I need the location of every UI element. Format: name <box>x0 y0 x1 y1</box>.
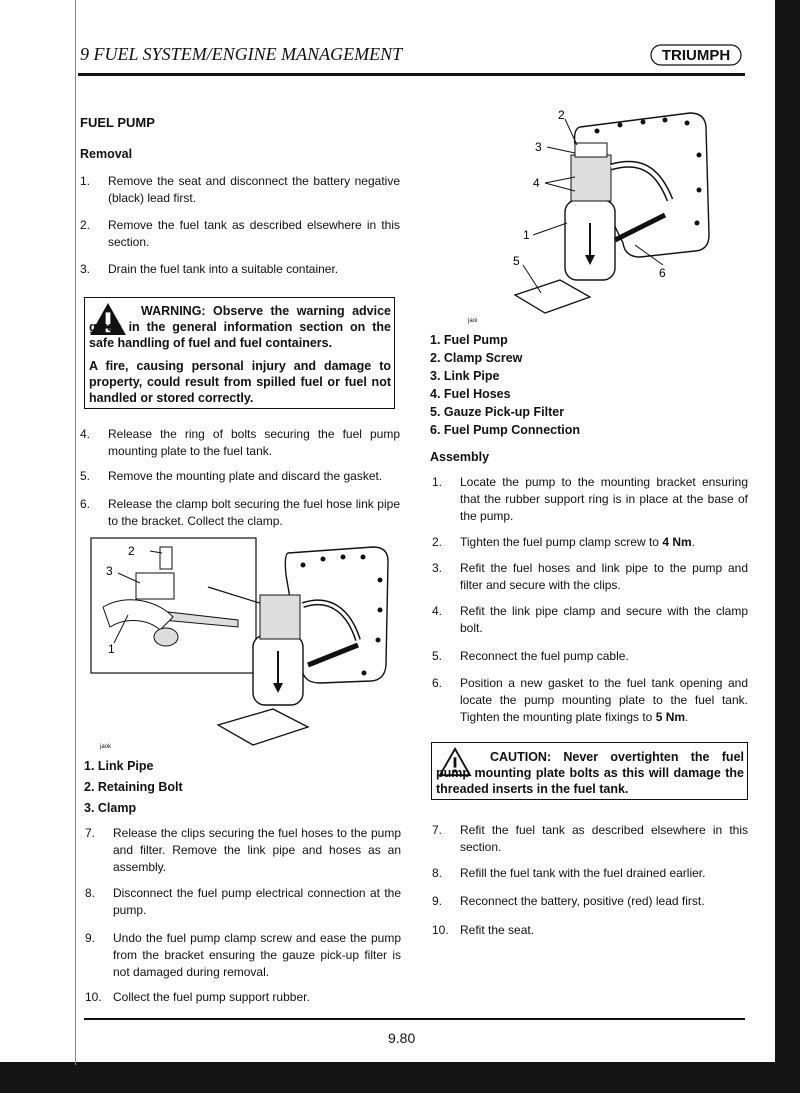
fig2-callout-5: 5 <box>513 254 520 268</box>
section-title: FUEL PUMP <box>80 115 155 130</box>
removal-heading: Removal <box>80 147 133 161</box>
assembly-step-2: 2. Tighten the fuel pump clamp screw to 4 Nm. <box>432 535 696 549</box>
figure-link-pipe-diagram <box>88 535 408 750</box>
warning-text-2: A fire, causing personal injury and damage to property, could result from spilled fuel or fuel not handled or stored correctly. <box>89 359 391 405</box>
torque-value-5nm: 5 Nm <box>655 710 686 724</box>
warning-text-1: WARNING: Observe the warning advice given in the general information section on the safe handling of fuel and fuel containers. <box>89 304 391 350</box>
removal-step-3: 3. Drain the fuel tank into a suitable container. <box>80 262 339 276</box>
assembly-step-1: 1. Locate the pump to the mounting bracket ensuring that the rubber support ring is in place at the base of the pump. <box>432 475 748 523</box>
fig1-legend-item: 3. Clamp <box>84 801 137 815</box>
fig1-callout-3: 3 <box>106 564 113 578</box>
fig1-legend-item: 1. Link Pipe <box>84 759 154 773</box>
assembly-step-7: 7. Refit the fuel tank as described elsewhere in this section. <box>432 823 748 854</box>
caution-text: CAUTION: Never overtighten the fuel pump mounting plate bolts as this will damage the threaded inserts in the fuel tank. <box>436 750 744 796</box>
fig2-legend-item: 1. Fuel Pump <box>430 333 508 347</box>
footer-rule <box>84 1018 745 1020</box>
fig2-callout-1: 1 <box>523 228 530 242</box>
removal-step-10: 10. Collect the fuel pump support rubber. <box>85 990 310 1004</box>
assembly-step-3: 3. Refit the fuel hoses and link pipe to the pump and filter and secure with the clips. <box>432 561 748 592</box>
fig2-callout-4: 4 <box>533 176 540 190</box>
header-rule <box>78 73 745 76</box>
fig1-legend <box>84 757 183 820</box>
assembly-step-9: 9. Reconnect the battery, positive (red) lead first. <box>432 894 705 908</box>
fig2-callout-2: 2 <box>558 108 565 122</box>
assembly-step-6-text: Position a new gasket to the fuel tank opening and locate the pump mounting plate to the fuel tank. Tighten the mounting plate fixings to <box>460 676 748 724</box>
triumph-logo <box>650 44 742 66</box>
assembly-step-6: 6. Position a new gasket to the fuel tank opening and locate the pump mounting plate to the fuel tank. Tighten the mounting plate fixings to 5 Nm. <box>432 676 748 724</box>
page-edge-shadow-bottom <box>0 1062 800 1093</box>
caution-box <box>431 742 748 800</box>
fig1-callout-1: 1 <box>108 642 115 656</box>
fig2-legend <box>430 331 580 439</box>
fig2-code: jaoi <box>468 318 478 324</box>
assembly-step-2-text: Tighten the fuel pump clamp screw to <box>460 535 663 549</box>
assembly-step-5: 5. Reconnect the fuel pump cable. <box>432 649 629 663</box>
assembly-step-4: 4. Refit the link pipe clamp and secure with the clamp bolt. <box>432 604 748 635</box>
fig2-legend-item: 5. Gauze Pick-up Filter <box>430 405 565 419</box>
chapter-title: 9 FUEL SYSTEM/ENGINE MANAGEMENT <box>80 44 403 64</box>
fig2-legend-item: 6. Fuel Pump Connection <box>430 423 581 437</box>
svg-text:TRIUMPH: TRIUMPH <box>661 47 731 64</box>
assembly-step-8: 8. Refill the fuel tank with the fuel drained earlier. <box>432 866 706 880</box>
torque-value-4nm: 4 Nm <box>662 535 692 549</box>
warning-box <box>84 297 395 409</box>
fig1-callout-2: 2 <box>128 544 135 558</box>
removal-step-8: 8. Disconnect the fuel pump electrical connection at the pump. <box>85 886 401 917</box>
removal-step-9: 9. Undo the fuel pump clamp screw and ease the pump from the bracket ensuring the gauze pick-up filter is not damaged during removal. <box>85 931 401 979</box>
fig2-legend-item: 3. Link Pipe <box>430 369 500 383</box>
fig2-callout-3: 3 <box>535 140 542 154</box>
removal-step-4: 4. Release the ring of bolts securing the fuel pump mounting plate to the fuel tank. <box>80 427 400 458</box>
removal-step-1: 1. Remove the seat and disconnect the battery negative (black) lead first. <box>80 174 400 205</box>
fig2-legend-item: 2. Clamp Screw <box>430 351 523 365</box>
removal-step-6: 6. Release the clamp bolt securing the fuel hose link pipe to the bracket. Collect the clamp. <box>80 497 400 528</box>
removal-step-5: 5. Remove the mounting plate and discard the gasket. <box>80 469 383 483</box>
assembly-heading: Assembly <box>430 450 490 464</box>
fig1-code: jaok <box>100 744 112 750</box>
page-number: 9.80 <box>388 1030 416 1046</box>
fig2-legend-item: 4. Fuel Hoses <box>430 387 511 401</box>
page-edge-shadow-right <box>775 0 800 1093</box>
removal-step-7: 7. Release the clips securing the fuel hoses to the pump and filter. Remove the link pipe and hoses as an assembly. <box>85 826 401 874</box>
fig2-callout-6: 6 <box>659 266 666 280</box>
figure-fuel-pump-diagram <box>505 105 725 325</box>
assembly-step-10: 10. Refit the seat. <box>432 923 535 937</box>
removal-step-2: 2. Remove the fuel tank as described elsewhere in this section. <box>80 218 400 249</box>
fig1-legend-item: 2. Retaining Bolt <box>84 780 183 794</box>
